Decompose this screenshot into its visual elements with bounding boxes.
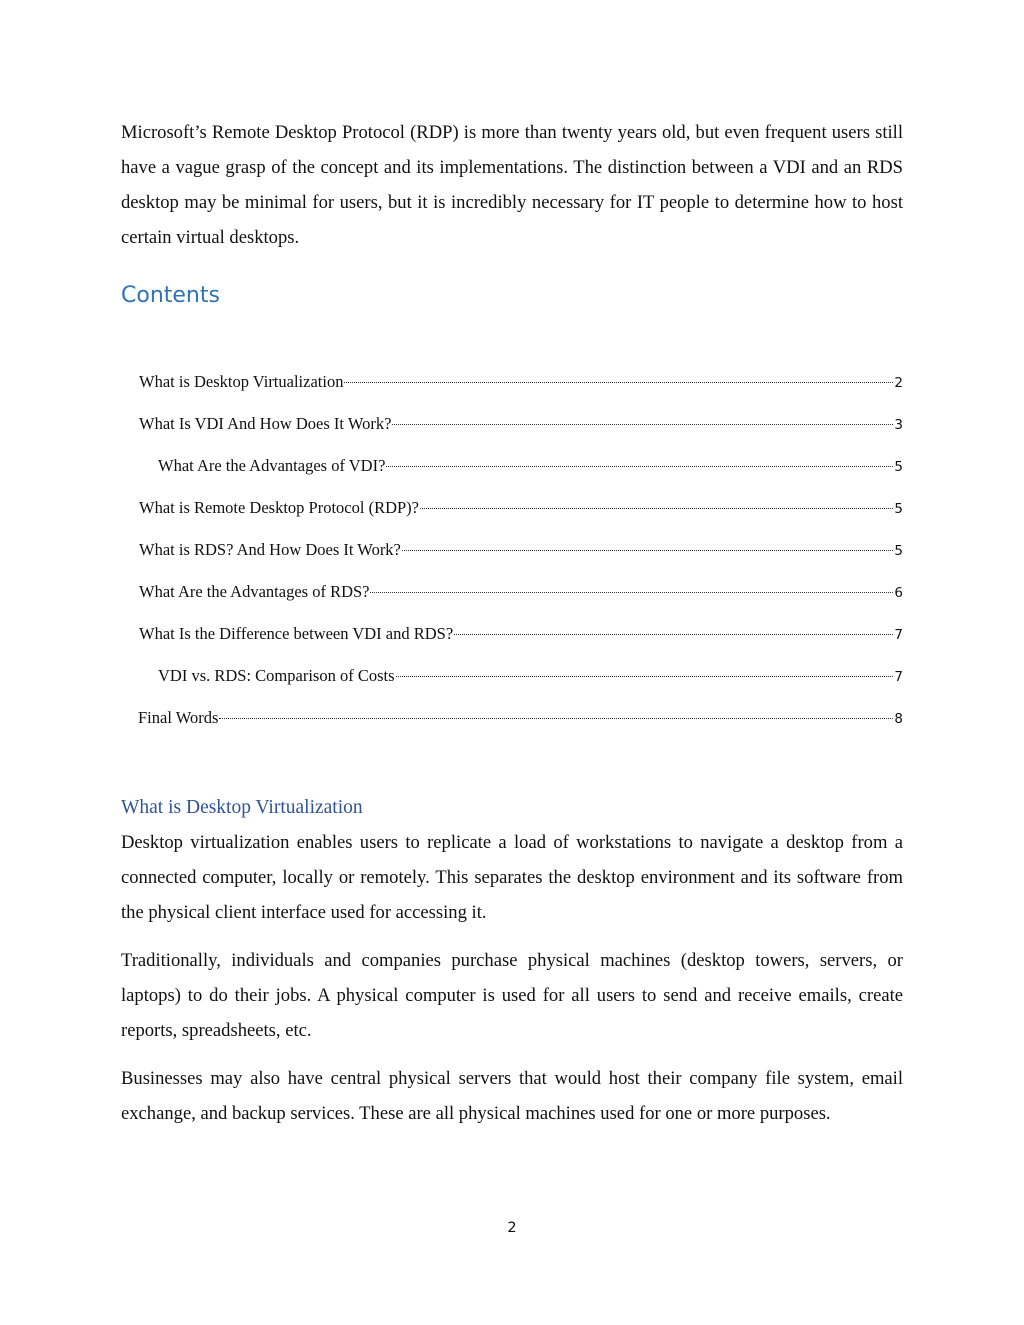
body-paragraph: Desktop virtualization enables users to replicate a load of workstations to navigate a desktop from a connected computer, locally or remotely. This separates the desktop environment and its software from the physical client interface used for accessing it. (121, 832, 903, 923)
toc-entry-page: 7 (894, 627, 903, 643)
toc-entry-title: What is Remote Desktop Protocol (RDP)? (139, 498, 420, 517)
toc-entry-page: 5 (894, 501, 903, 517)
document-page (121, 0, 903, 1325)
intro-paragraph: Microsoft’s Remote Desktop Protocol (RDP) is more than twenty years old, but even frequent users still have a vague grasp of the concept and its implementations. The distinction between a VDI and an RDS desktop may be minimal for users, but it is incredibly necessary for IT people to determine how to host certain virtual desktops. (121, 122, 903, 248)
toc-entry-title: What is Desktop Virtualization (139, 372, 344, 391)
toc-entry-title: What Is the Difference between VDI and RDS? (139, 624, 454, 643)
section-body (121, 825, 903, 1144)
toc-entry-rds-advantages[interactable] (139, 576, 903, 618)
toc-entry-final-words[interactable] (138, 702, 903, 744)
toc-leader-dots (420, 508, 893, 509)
body-paragraph: Traditionally, individuals and companies purchase physical machines (desktop towers, servers, or laptops) to do their jobs. A physical computer is used for all users to send and receive emails, create reports, spreadsheets, etc. (121, 950, 903, 1041)
toc-entry-page: 8 (894, 711, 903, 727)
toc-entry-desktop-virtualization[interactable] (139, 366, 903, 408)
toc-leader-dots (219, 718, 893, 719)
toc-entry-title: What Is VDI And How Does It Work? (139, 414, 392, 433)
toc-entry-vdi-advantages[interactable] (139, 450, 903, 492)
toc-entry-page: 7 (894, 669, 903, 685)
toc-leader-dots (392, 424, 893, 425)
body-paragraph: Businesses may also have central physical servers that would host their company file system, email exchange, and backup services. These are all physical machines used for one or more purposes. (121, 1068, 903, 1124)
toc-entry-page: 5 (894, 543, 903, 559)
toc-entry-what-is-vdi[interactable] (139, 408, 903, 450)
toc-entry-vdi-rds-difference[interactable] (139, 618, 903, 660)
toc-entry-page: 3 (894, 417, 903, 433)
toc-entry-title: Final Words (138, 708, 219, 727)
page-number: 2 (507, 1220, 517, 1236)
toc-leader-dots (344, 382, 893, 383)
toc-leader-dots (396, 676, 894, 677)
toc-entry-title: What is RDS? And How Does It Work? (139, 540, 401, 559)
toc-leader-dots (386, 466, 893, 467)
toc-entry-page: 2 (894, 375, 903, 391)
toc-entry-page: 6 (894, 585, 903, 601)
toc-entry-what-is-rdp[interactable] (139, 492, 903, 534)
contents-heading: Contents (121, 283, 220, 308)
toc-entry-page: 5 (894, 459, 903, 475)
table-of-contents (139, 366, 903, 744)
section-heading: What is Desktop Virtualization (121, 797, 363, 818)
toc-entry-title: What Are the Advantages of VDI? (158, 456, 386, 475)
toc-leader-dots (454, 634, 893, 635)
toc-entry-what-is-rds[interactable] (139, 534, 903, 576)
toc-entry-cost-comparison[interactable] (139, 660, 903, 702)
toc-leader-dots (402, 550, 894, 551)
toc-entry-title: What Are the Advantages of RDS? (139, 582, 370, 601)
toc-entry-title: VDI vs. RDS: Comparison of Costs (158, 666, 395, 685)
toc-leader-dots (370, 592, 893, 593)
